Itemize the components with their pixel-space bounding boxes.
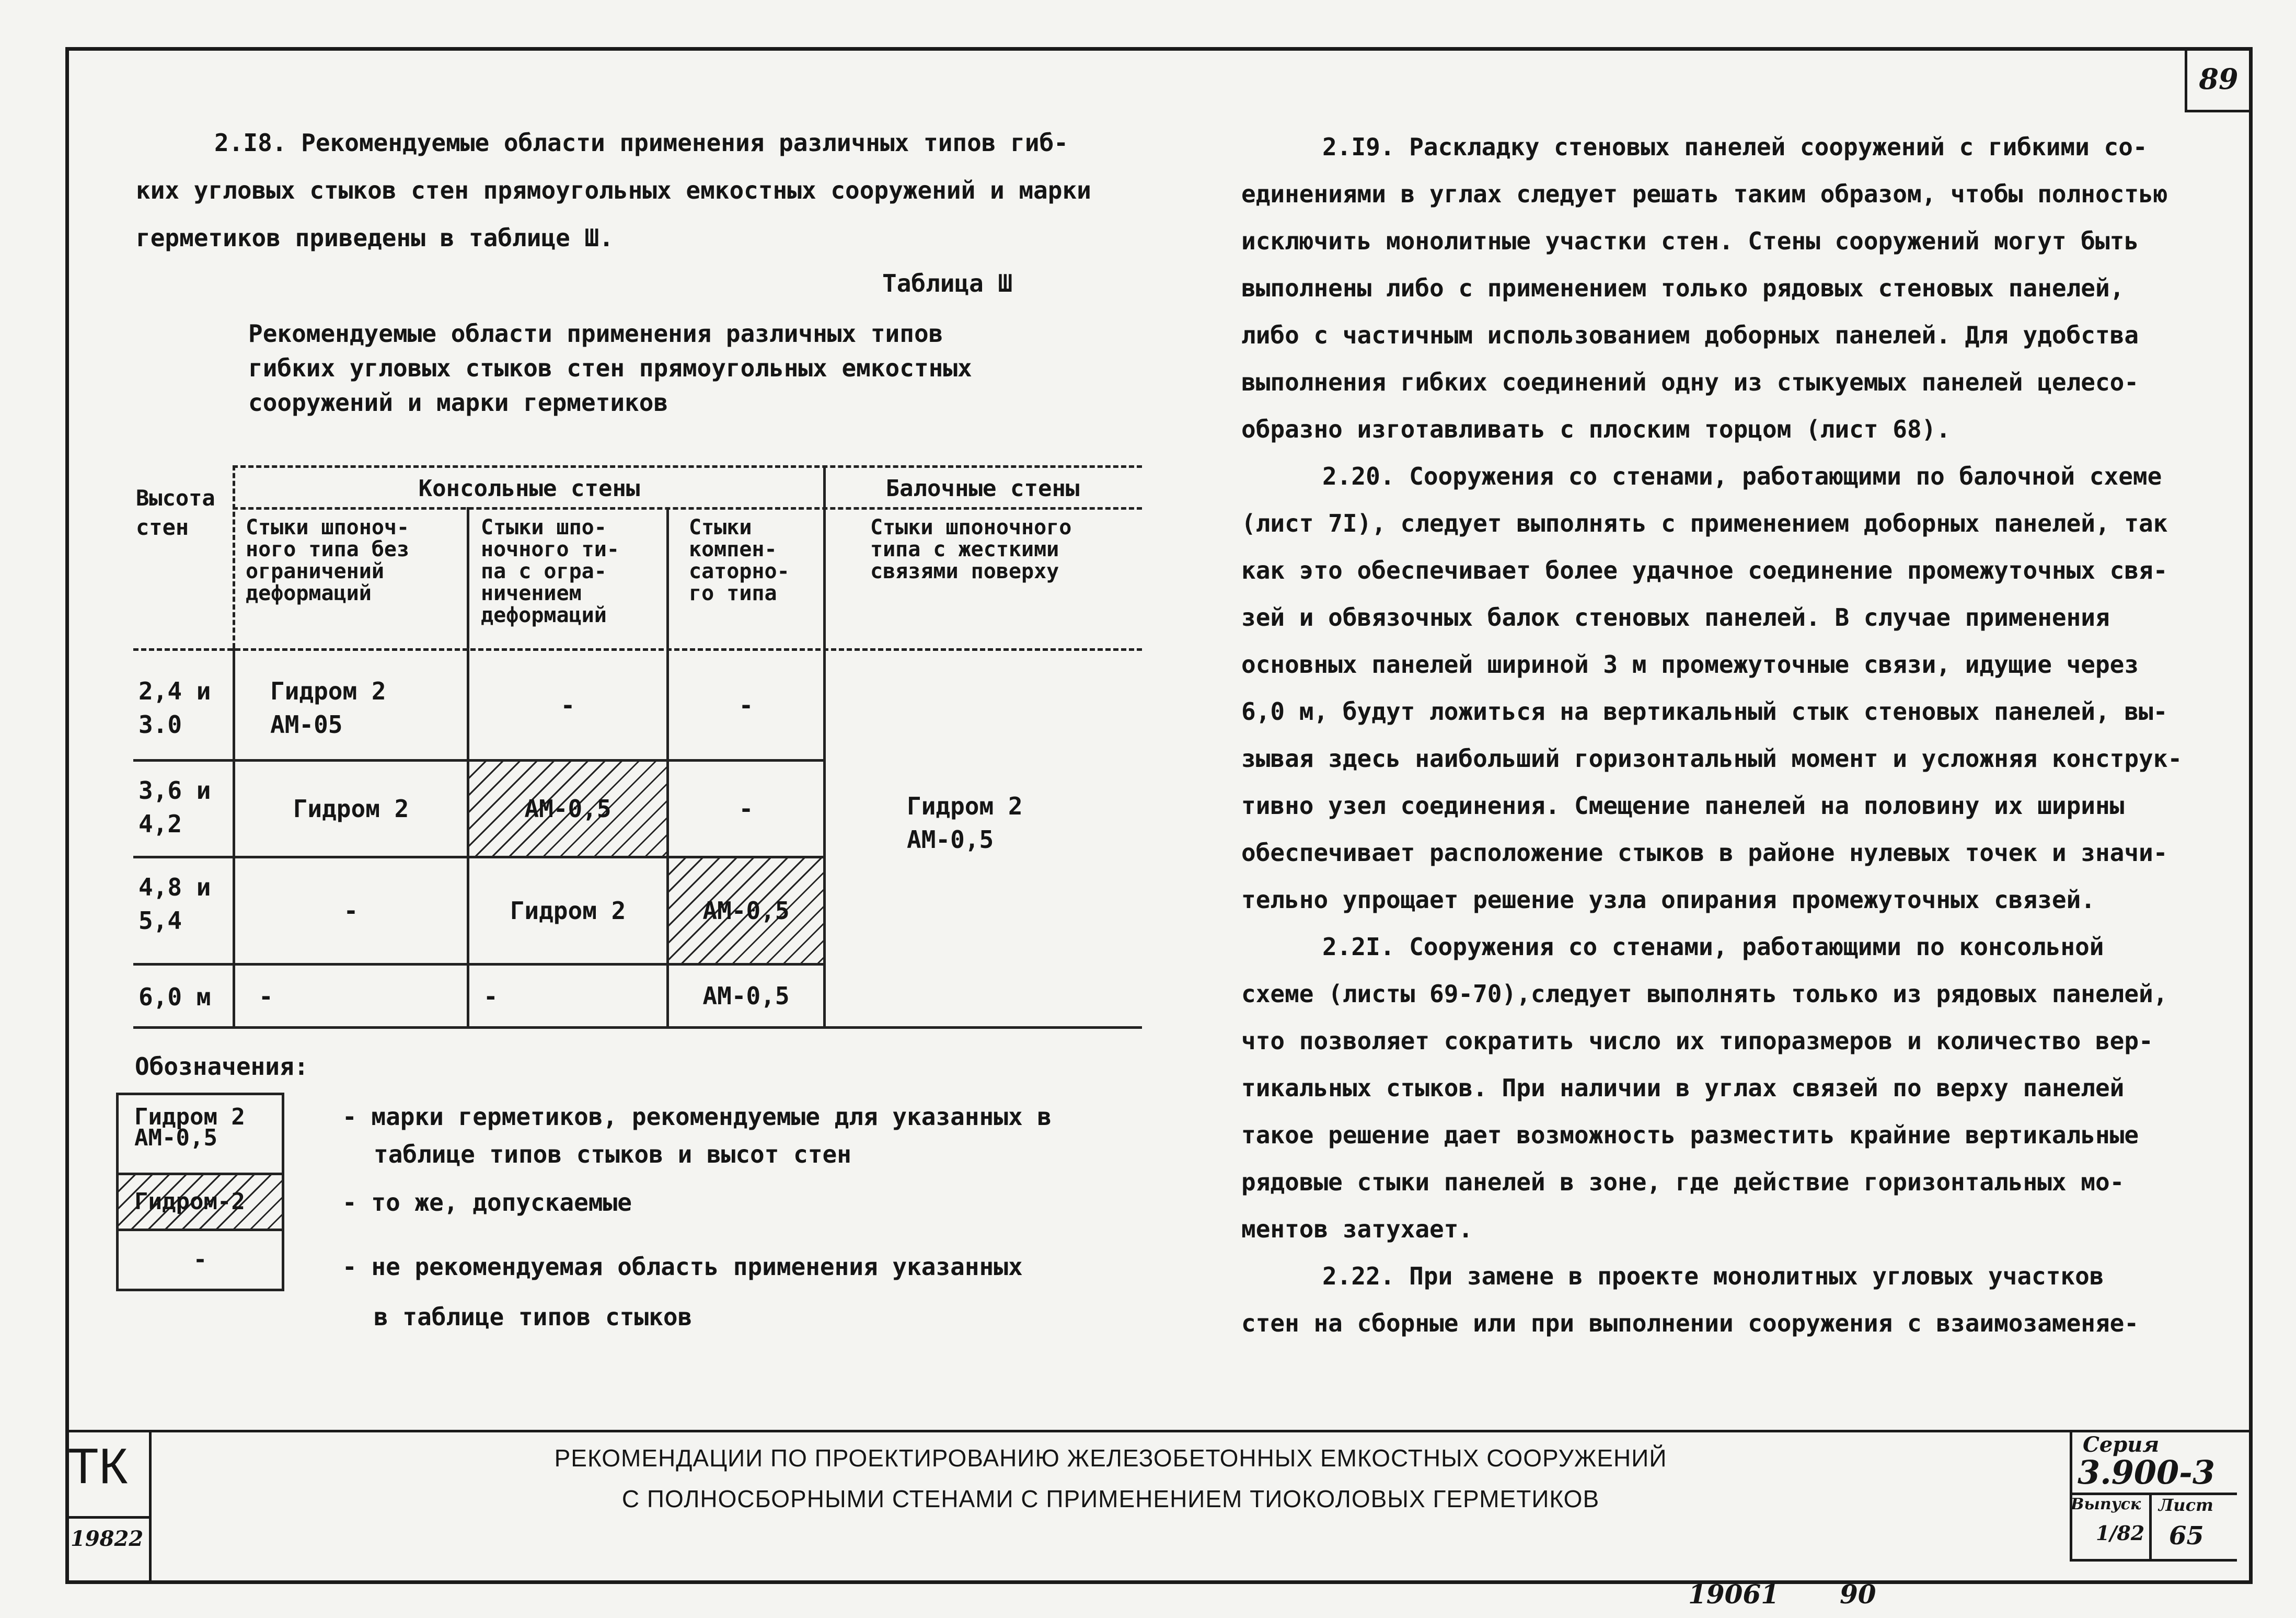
text-line: основных панелей шириной 3 м промежуточные связи, идущие через xyxy=(1241,650,2139,679)
header-text: Высота xyxy=(136,485,215,511)
row2-col2-allowed: АМ-0,5 xyxy=(469,762,666,856)
legend-box-not-recommended xyxy=(116,1229,284,1291)
header-text: ограничений xyxy=(246,559,384,583)
text-line: 2.20. Сооружения со стенами, работающими по балочной схеме xyxy=(1322,462,2162,490)
legend-box-text: - xyxy=(193,1246,207,1273)
text-line: тикальных стыков. При наличии в углах связей по верху панелей xyxy=(1241,1074,2125,1102)
paragraph-2-21 xyxy=(1241,923,2167,1253)
caption-line: сооружений и марки герметиков xyxy=(248,388,668,417)
title-block-divider xyxy=(2149,1493,2152,1560)
paragraph-2-18 xyxy=(136,119,1091,262)
row2-height xyxy=(139,774,211,841)
legend-desc-recommended xyxy=(342,1098,1052,1173)
cell-text: Гидром 2 xyxy=(270,677,386,705)
text-line: 2.I9. Раскладку стеновых панелей сооружений с гибкими со- xyxy=(1322,133,2148,161)
text-line: зывая здесь наибольший горизонтальный момент и усложняя конструк- xyxy=(1241,744,2183,773)
legend-box-allowed xyxy=(116,1173,284,1231)
text-line: стен на сборные или при выполнении сооружения с взаимозаменяе- xyxy=(1241,1309,2139,1337)
table-caption xyxy=(248,316,972,420)
cell-text: АМ-0,5 xyxy=(907,825,994,854)
text-line: 2.22. При замене в проекте монолитных угловых участков xyxy=(1322,1262,2104,1290)
header-text: связями поверху xyxy=(870,559,1059,583)
sealant-table xyxy=(133,455,1142,1040)
row1-col1 xyxy=(270,674,386,741)
sheet-label: Лист xyxy=(2159,1495,2213,1515)
text-line: как это обеспечивает более удачное соединение промежуточных свя- xyxy=(1241,556,2168,584)
header-col1 xyxy=(246,517,409,604)
row1-height xyxy=(139,674,211,741)
text-line: 2.I8. Рекомендуемые области применения различных типов гиб- xyxy=(214,129,1068,157)
row4-height xyxy=(139,980,211,1014)
text-line: (лист 7I), следует выполнять с применением доборных панелей, так xyxy=(1241,509,2168,537)
caption-line: Рекомендуемые области применения различных типов xyxy=(248,319,943,348)
row4-col3: АМ-0,5 xyxy=(702,982,790,1010)
text-line: исключить монолитные участки стен. Стены сооружений могут быть xyxy=(1241,227,2139,255)
text-line: единениями в углах следует решать таким образом, чтобы полностью xyxy=(1241,180,2168,208)
row3-col3-allowed: АМ-0,5 xyxy=(669,858,823,963)
header-text: Стыки шпоноч- xyxy=(246,515,410,540)
text-line: либо с частичным использованием доборных панелей. Для удобства xyxy=(1241,321,2139,349)
legend-box-recommended xyxy=(116,1093,284,1175)
text-line: зей и обвязочных балок стеновых панелей. В случае применения xyxy=(1241,603,2110,632)
text-line: 6,0 м, будут ложиться на вертикальный стык стеновых панелей, вы- xyxy=(1241,697,2168,726)
legend-box-text: АМ-0,5 xyxy=(134,1124,217,1151)
header-text: го типа xyxy=(689,581,777,605)
tk-label: ТК xyxy=(68,1438,128,1494)
row1-col2: - xyxy=(560,691,575,719)
legend-text: - марки герметиков, рекомендуемые для указанных в xyxy=(342,1103,1052,1131)
header-text: стен xyxy=(136,514,189,540)
row2-col1: Гидром 2 xyxy=(293,795,409,823)
header-col2 xyxy=(481,517,619,626)
header-col4 xyxy=(870,517,1071,582)
title-line: С ПОЛНОСБОРНЫМИ СТЕНАМИ С ПРИМЕНЕНИЕМ ТИОКОЛОВЫХ ГЕРМЕТИКОВ xyxy=(621,1485,1600,1512)
document-code: 19822 xyxy=(71,1527,144,1551)
text-line: выполнены либо с применением только рядовых стеновых панелей, xyxy=(1241,274,2125,302)
row1-col3: - xyxy=(739,691,754,719)
header-text: саторно- xyxy=(689,559,790,583)
legend-text: таблице типов стыков и высот стен xyxy=(374,1140,851,1168)
table-label: Таблица Ш xyxy=(882,269,1013,297)
page-number: 89 xyxy=(2185,48,2250,112)
legend-text: - не рекомендуемая область применения указанных xyxy=(342,1253,1023,1281)
text-line: что позволяет сократить число их типоразмеров и количество вер- xyxy=(1241,1027,2153,1055)
text-line: ких угловых стыков стен прямоугольных емкостных сооружений и марки xyxy=(136,176,1091,204)
stamp-number: 90 xyxy=(1840,1579,1876,1610)
header-text: Стыки шпо- xyxy=(481,515,607,540)
title-line: РЕКОМЕНДАЦИИ ПО ПРОЕКТИРОВАНИЮ ЖЕЛЕЗОБЕТОННЫХ ЕМКОСТНЫХ СООРУЖЕНИЙ xyxy=(554,1444,1667,1472)
header-text: ничением xyxy=(481,581,582,605)
paragraph-2-22 xyxy=(1241,1253,2139,1347)
issue-value: 1/82 xyxy=(2096,1521,2145,1545)
series-value: 3.900-3 xyxy=(2078,1453,2216,1491)
sheet-value: 65 xyxy=(2169,1521,2204,1551)
legend-box-text: Гидром-2 xyxy=(134,1188,245,1215)
text-line: тельно упрощает решение узла опирания промежуточных связей. xyxy=(1241,886,2095,914)
beam-walls-value xyxy=(907,789,1023,856)
cell-text: 5,4 xyxy=(139,906,182,935)
paragraph-2-20 xyxy=(1241,453,2182,923)
text-line: образно изготавливать с плоским торцом (лист 68). xyxy=(1241,415,1951,443)
stamp-number: 19061 xyxy=(1688,1579,1779,1610)
header-console-walls: Консольные стены xyxy=(418,475,640,502)
cell-text: АМ-05 xyxy=(270,710,343,739)
row3-height xyxy=(139,870,211,937)
header-text: Стыки шпоночного xyxy=(870,515,1072,540)
text-line: 2.2I. Сооружения со стенами, работающими по консольной xyxy=(1322,933,2104,961)
header-col3 xyxy=(689,517,790,604)
header-text: компен- xyxy=(689,537,777,561)
row3-col1: - xyxy=(343,897,359,925)
legend-box-text: Гидром 2 xyxy=(134,1104,245,1130)
row4-col1: - xyxy=(259,982,273,1011)
header-beam-walls: Балочные стены xyxy=(885,475,1080,502)
title-block-divider xyxy=(65,1516,149,1519)
text-line: такое решение дает возможность разместить крайние вертикальные xyxy=(1241,1121,2139,1149)
issue-label: Выпуск xyxy=(2071,1495,2141,1513)
legend-title: Обозначения: xyxy=(135,1052,309,1081)
header-height xyxy=(136,484,215,542)
document-title xyxy=(152,1432,2070,1519)
cell-text: 2,4 и xyxy=(139,677,211,705)
header-text: деформаций xyxy=(481,603,607,627)
title-block-divider xyxy=(2070,1559,2237,1562)
text-line: тивно узел соединения. Смещение панелей на половину их ширины xyxy=(1241,791,2125,820)
header-text: Стыки xyxy=(689,515,752,540)
cell-text: 3.0 xyxy=(139,710,182,739)
paragraph-2-19 xyxy=(1241,123,2167,453)
cell-text: 4,8 и xyxy=(139,873,211,901)
caption-line: гибких угловых стыков стен прямоугольных емкостных xyxy=(248,354,972,382)
header-text: ночного ти- xyxy=(481,537,619,561)
text-line: выполнения гибких соединений одну из стыкуемых панелей целесо- xyxy=(1241,368,2139,396)
header-text: типа с жесткими xyxy=(870,537,1059,561)
cell-text: 3,6 и xyxy=(139,776,211,805)
legend-desc-allowed: - то же, допускаемые xyxy=(342,1188,632,1217)
row2-col3: - xyxy=(739,795,754,823)
text-line: обеспечивает расположение стыков в районе нулевых точек и значи- xyxy=(1241,839,2168,867)
text-line: герметиков приведены в таблице Ш. xyxy=(136,224,614,252)
header-text: па с огра- xyxy=(481,559,607,583)
series-label: Серия xyxy=(2083,1432,2160,1457)
row4-col2: - xyxy=(483,982,498,1011)
text-line: схеме (листы 69-70),следует выполнять только из рядовых панелей, xyxy=(1241,980,2168,1008)
text-line: ментов затухает. xyxy=(1241,1215,1473,1243)
text-line: рядовые стыки панелей в зоне, где действие горизонтальных мо- xyxy=(1241,1168,2125,1196)
cell-text: Гидром 2 xyxy=(907,792,1023,820)
row3-col2: Гидром 2 xyxy=(510,897,626,925)
header-text: деформаций xyxy=(246,581,372,605)
cell-text: 4,2 xyxy=(139,810,182,838)
legend-desc-not-recommended xyxy=(342,1242,1023,1342)
cell-text: 6,0 м xyxy=(139,983,211,1011)
header-text: ного типа без xyxy=(246,537,410,561)
legend-text: в таблице типов стыков xyxy=(374,1303,693,1331)
